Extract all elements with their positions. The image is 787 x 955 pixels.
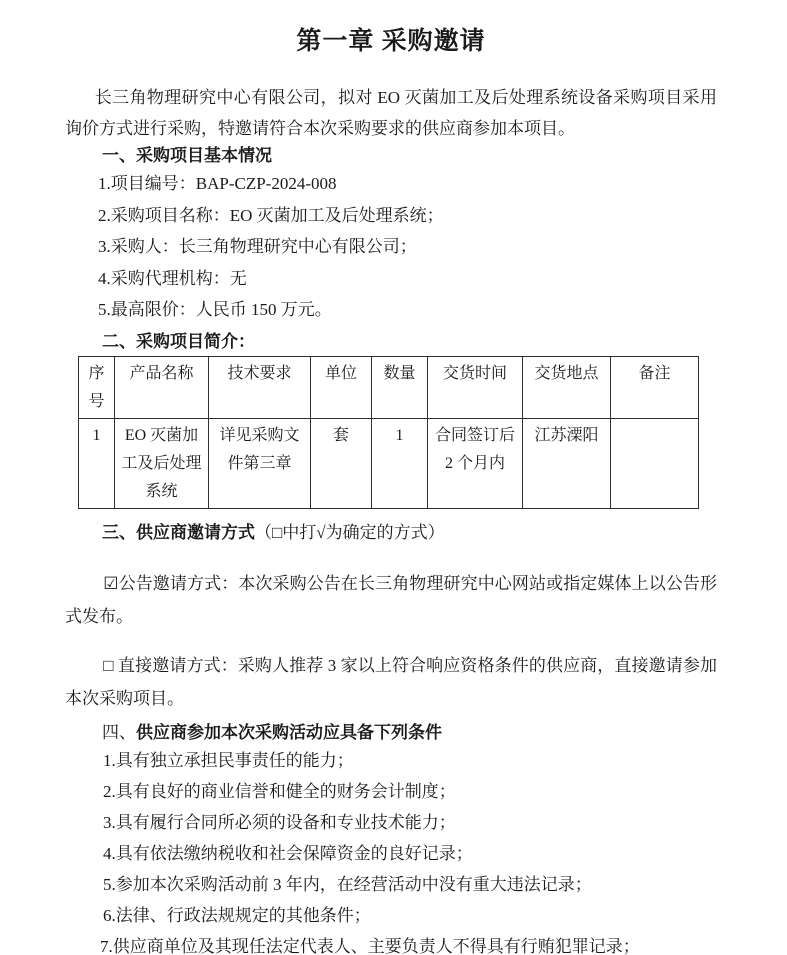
procurement-items-table (78, 356, 699, 509)
cell-delivery-place: 江苏溧阳 (523, 418, 611, 508)
header-cell-remark: 备注 (611, 356, 699, 418)
header-cell-seq: 序号 (79, 356, 115, 418)
cell-tech: 详见采购文件第三章 (209, 418, 311, 508)
section-3-heading (65, 521, 717, 545)
header-cell-delivery-place: 交货地点 (523, 356, 611, 418)
option-direct-invite-text: 直接邀请方式：采购人推荐 3 家以上符合响应资格条件的供应商，直接邀请参加本次采购项目。 (65, 655, 717, 708)
section-4-list (65, 745, 717, 955)
section-2-heading: 二、采购项目简介： (102, 331, 255, 351)
cell-qty: 1 (372, 418, 428, 508)
list-item: 5.最高限价：人民币 150 万元。 (98, 300, 332, 319)
list-item: 3.采购人：长三角物理研究中心有限公司； (98, 237, 417, 256)
chapter-title: 第一章 采购邀请 (296, 28, 486, 55)
option-direct-invite (65, 649, 717, 715)
list-item: 5.参加本次采购活动前 3 年内，在经营活动中没有重大违法记录； (103, 874, 592, 894)
checked-checkbox-icon: ☑ (103, 573, 119, 593)
option-announcement (65, 567, 717, 633)
option-announcement-text: 公告邀请方式：本次采购公告在长三角物理研究中心网站或指定媒体上以公告形式发布。 (65, 573, 717, 626)
cell-unit: 套 (311, 418, 372, 508)
header-cell-delivery-time: 交货时间 (428, 356, 523, 418)
section-1-heading: 一、采购项目基本情况 (102, 146, 272, 165)
intro-paragraph: 长三角物理研究中心有限公司，拟对 EO 灭菌加工及后处理系统设备采购项目采用询价方式进行采购，特邀请符合本次采购要求的供应商参加本项目。 (65, 88, 717, 138)
cell-remark (611, 418, 699, 508)
list-item: 3.具有履行合同所必须的设备和专业技术能力； (103, 812, 456, 832)
header-cell-unit: 单位 (311, 356, 372, 418)
header-cell-product: 产品名称 (115, 356, 209, 418)
header-cell-qty: 数量 (372, 356, 428, 418)
list-item: 7.供应商单位及其现任法定代表人、主要负责人不得具有行贿犯罪记录； (100, 936, 640, 955)
unchecked-checkbox-icon: □ (103, 655, 114, 675)
list-item: 6.法律、行政法规规定的其他条件； (103, 905, 371, 925)
cell-product: EO 灭菌加工及后处理系统 (115, 418, 209, 508)
table-row (79, 418, 699, 508)
section-4-heading-prefix: 四、 (102, 722, 136, 742)
list-item: 2.采购项目名称：EO 灭菌加工及后处理系统； (98, 205, 444, 225)
list-item: 4.具有依法缴纳税收和社会保障资金的良好记录； (103, 843, 473, 863)
cell-seq: 1 (79, 418, 115, 508)
section-3-heading-bold: 三、供应商邀请方式 (102, 522, 255, 542)
section-4-heading-text: 供应商参加本次采购活动应具备下列条件 (136, 722, 442, 742)
list-item: 1.具有独立承担民事责任的能力； (103, 750, 354, 770)
section-4-heading (65, 721, 717, 745)
header-cell-tech: 技术要求 (209, 356, 311, 418)
cell-delivery-time: 合同签订后 2 个月内 (428, 418, 523, 508)
list-item: 2.具有良好的商业信誉和健全的财务会计制度； (103, 781, 456, 801)
table-header-row (79, 356, 699, 418)
section-1-list (65, 168, 717, 326)
list-item: 4.采购代理机构：无 (98, 268, 247, 288)
section-3-heading-note: （□中打√为确定的方式） (255, 522, 445, 542)
list-item: 1.项目编号：BAP-CZP-2024-008 (98, 174, 337, 193)
